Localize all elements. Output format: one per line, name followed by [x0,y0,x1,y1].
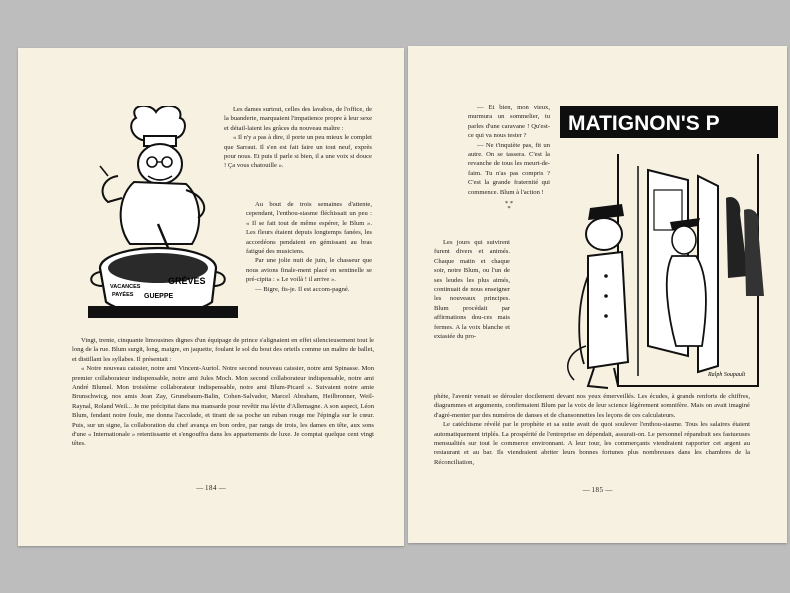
page-number-left-value: 184 [205,484,217,492]
matignon-illustration [558,106,778,396]
pot-word-1: VACANCES [110,284,141,290]
left-column-text [224,105,372,171]
paragraph: Vingt, trente, cinquante limousines dignes d'un équipage de prince s'alignaient en effet silencieusement tout le long de la rue. Blum surgit, long, maigre, en jaquette, foulant le sol du bout des orteils comme un maître de ballet, et distillant les syllabes. Il présentait : [72,337,374,363]
left-full-text [72,336,374,449]
left-column-text-lower [246,200,372,294]
paragraph: Les dames surtout, celles des lavabos, de l'office, de la buanderie, marquaient l'impatience propre à leur sexe et détail-laient les grâces du nouveau maître : [224,106,372,132]
paragraph: phète, l'avenir venait se dérouler docilement devant nos yeux émerveillés. Les écudes, à grands renforts de chiffres, diagrammes et arguments, confirmaient Blum par la voix de leur science légèrement somnifère. Mais on avait imaginé d'agré-menter par des numéros de danses et de chansonnettes les leçons de ces calculateurs. [434,393,750,419]
paragraph: Par une jolie nuit de juin, le chasseur que nous avions finale-ment placé en sentinelle se pré-cipita : « Le voilà ! il arrive ». [246,257,372,284]
pot-word-4: GUEPPE [144,293,174,300]
paragraph: Les jours qui suivirent furent divers et animés. Chaque matin et chaque soir, notre Blum, ou l'un de ses leudes les plus aimés, continuait de nous enseigner les nouveaux principes. Blum procédait par affirmations dou-ces mais fermes. A la voix blanche et extasiée du pro- [434,239,510,341]
right-narrow-text [434,238,510,341]
left-page [18,48,404,546]
right-full-text [434,392,750,467]
page-number-left: — 184 — [196,484,226,492]
illustration-signature: Ralph Soupault [708,372,746,378]
paragraph: Le catéchisme révélé par le prophète et sa suite avait de quoi soulever l'enthou-siasme. Tous les salaires étaient automatiquement triplés. La prospérité de l'entreprise en dépendait, assurait-on. Le personnel répandrait ses fastueuses mensualités sur tout le commerce environnant. A leur tour, les commerçants viendraient rapporter cet argent au restaurant et au bar. Ils viendraient abriter leurs bonnes fortunes plus nombreuses dans les chambres de la Réconciliation, [434,421,750,466]
asterism: * * * [504,200,514,213]
paragraph: — Et bien, mon vieux, murmura un sommelier, tu parles d'une caravane ! Qu'est-ce qui va nous tester ? [468,104,550,140]
right-page [408,46,787,543]
paragraph: — Ne t'inquiète pas, fit un autre. On se tassera. C'est la revanche de tous les meurt-de-faim. Tu n'as pas compris ? C'est la grande fraternité qui commence. Blum à l'action ! [468,141,550,196]
sign-text: MATIGNON'S P [568,112,720,135]
paragraph: « Notre nouveau caissier, notre ami Vincent-Auriol. Notre second nouveau caissier, notre ami Spinasse. Mon premier collaborateur indispensable, notre ami Jules Moch. Mon second collaborateur indispensable, notre ami André Blumel. Mon troisième collaborateur indispensable, notre ami Blum-Picard ». Suivaient notre amie Brunschwicg, nos amis Jean Zay, Grunebaum-Balin, Cohen-Salvador, Marcel Abraham, Heilbronner, Weil-Raynal, Roland Weil... Je me précipitai dans ma mansarde pour revêtir ma lévite d'Allemagne. A son aspect, Léon Blum, fendant notre foule, me donna l'accolade, et tirant de sa poche un ruban rouge me l'épingla sur le cœur. Puis, sur un signe, la collaboration du chef avança en bon ordre, par rangs de trois, les dames en tête, aux sons d'une « Internationale » retentissante et s'engouffra dans les appartements de luxe. Je comptai quelque cent vingt têtes. [72,365,374,448]
pot-word-3: GRÈVES [168,276,206,286]
paragraph: — Bigre, fis-je. Il est accom-pagné. [255,285,350,293]
chef-illustration [88,106,238,318]
paragraph: Au bout de trois semaines d'attente, cependant, l'enthou-siasme fléchissait un peu : « Il se fait tout de même espérer, le Blum ». Les fleurs étaient depuis longtemps fanées, les accordéons pendaient en gémissant au bras fatigué des musiciens. [246,201,372,256]
page-number-right-value: 185 [591,486,604,494]
right-column-text [468,103,550,215]
paragraph: « Il n'y a pas à dire, il porte un peu mieux le complet que Sarraut. Il s'en est fait faire un tout neuf, exprès pour nous. Et puis il parle si bien, il a une voix si douce ! Ça vous chatouille ». [224,134,372,170]
page-number-right: — 185 — [582,486,613,494]
pot-word-2: PAYÉES [112,292,134,298]
